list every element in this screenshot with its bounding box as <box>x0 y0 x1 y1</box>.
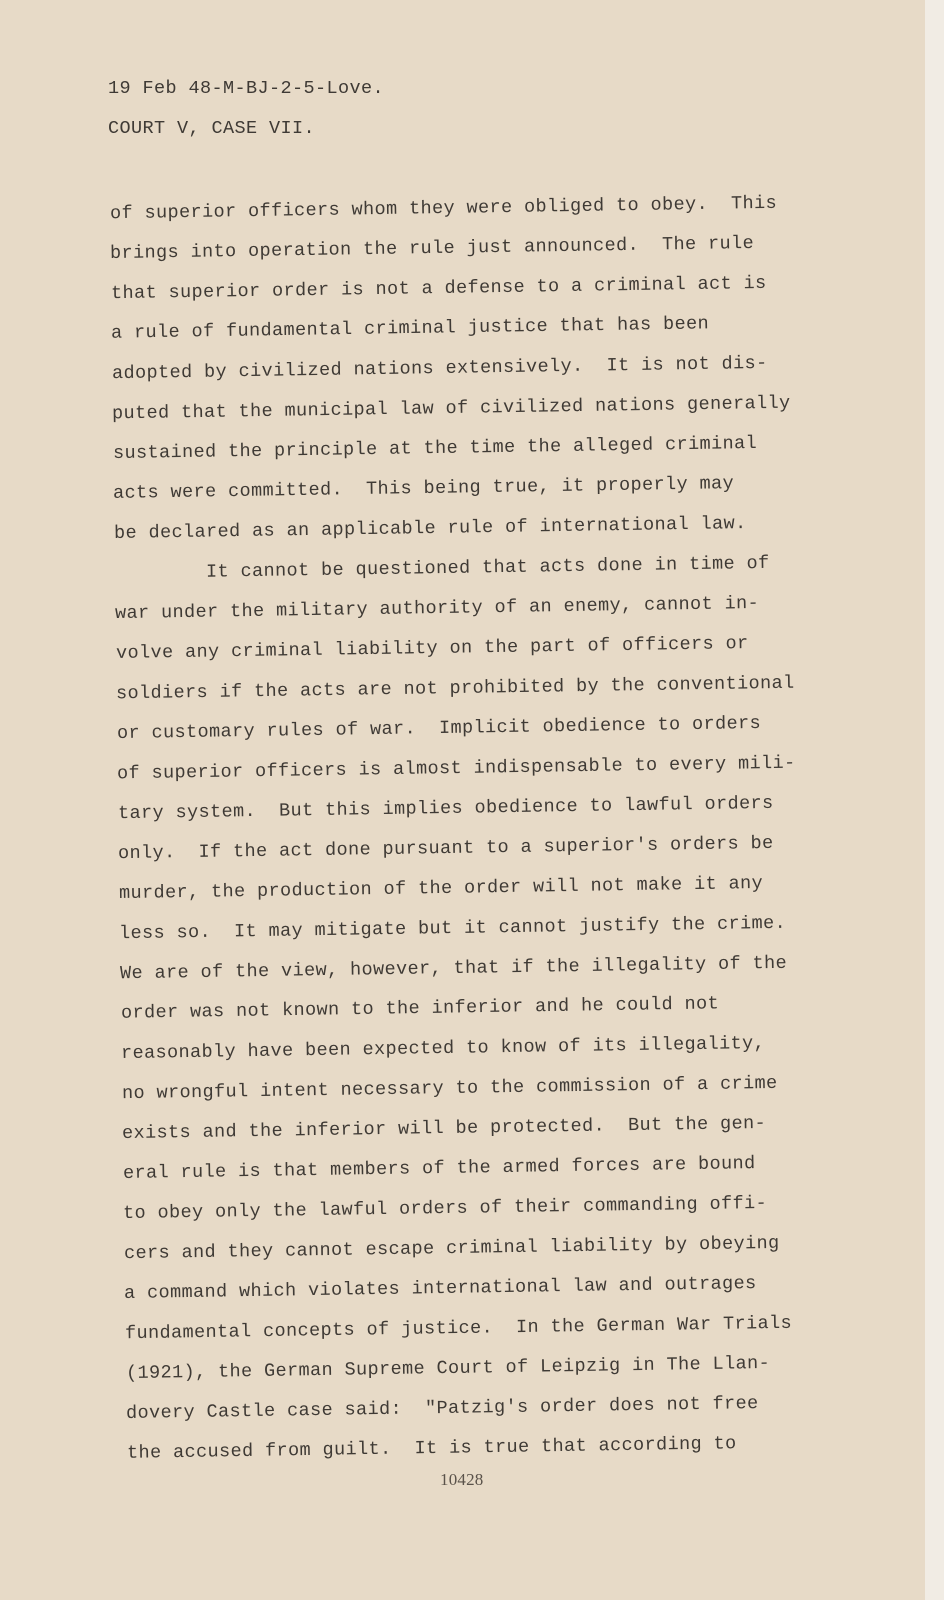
body-line: that superior order is not a defense to a criminal act is <box>110 272 767 305</box>
body-line: order was not known to the inferior and he could not <box>120 993 720 1024</box>
body-line: a command which violates international law and outrages <box>123 1273 757 1304</box>
body-line: a rule of fundamental criminal justice that has been <box>110 313 710 344</box>
body-line: dovery Castle case said: "Patzig's order does not free <box>125 1393 759 1424</box>
body-line: It cannot be questioned that acts done in time of <box>113 552 770 585</box>
body-line: war under the military authority of an enemy, cannot in- <box>114 592 760 625</box>
body-line: puted that the municipal law of civilized nations generally <box>111 392 791 425</box>
body-line: soldiers if the acts are not prohibited by the conventional <box>115 672 795 705</box>
body-line: the accused from guilt. It is true that according to <box>126 1433 737 1464</box>
body-line: We are of the view, however, that if the illegality of the <box>119 952 788 985</box>
body-line: be declared as an applicable rule of international law. <box>113 513 747 544</box>
body-line: eral rule is that members of the armed forces are bound <box>122 1153 756 1184</box>
body-line: no wrongful intent necessary to the commission of a crime <box>121 1072 778 1105</box>
body-line: sustained the principle at the time the alleged criminal <box>112 432 758 465</box>
body-line: cers and they cannot escape criminal liability by obeying <box>123 1232 780 1265</box>
body-line: or customary rules of war. Implicit obedience to orders <box>116 712 762 745</box>
body-line: murder, the production of the order will not make it any <box>118 872 764 905</box>
body-line: of superior officers is almost indispensable to every mili- <box>116 752 796 785</box>
body-line: only. If the act done pursuant to a superior's orders be <box>117 832 774 865</box>
document-header-reference: 19 Feb 48-M-BJ-2-5-Love. <box>108 78 385 99</box>
body-line: tary system. But this implies obedience to lawful orders <box>117 792 774 825</box>
body-line: adopted by civilized nations extensively. It is not dis- <box>111 352 768 385</box>
scan-background-edge <box>925 0 944 1600</box>
body-line: acts were committed. This being true, it properly may <box>112 473 735 504</box>
page-number: 10428 <box>440 1470 484 1489</box>
body-line: (1921), the German Supreme Court of Leipzig in The Llan- <box>125 1352 771 1385</box>
body-line: brings into operation the rule just announced. The rule <box>109 232 755 265</box>
body-line: to obey only the lawful orders of their commanding offi- <box>122 1192 768 1225</box>
document-header-court-case: COURT V, CASE VII. <box>108 118 316 139</box>
body-line: exists and the inferior will be protected. But the gen- <box>121 1112 767 1145</box>
body-line: fundamental concepts of justice. In the German War Trials <box>124 1312 793 1345</box>
body-line: less so. It may mitigate but it cannot justify the crime. <box>118 912 787 945</box>
body-line: reasonably have been expected to know of its illegality, <box>120 1032 766 1065</box>
body-line: volve any criminal liability on the part of officers or <box>115 633 749 664</box>
body-line: of superior officers whom they were obliged to obey. This <box>109 192 778 225</box>
